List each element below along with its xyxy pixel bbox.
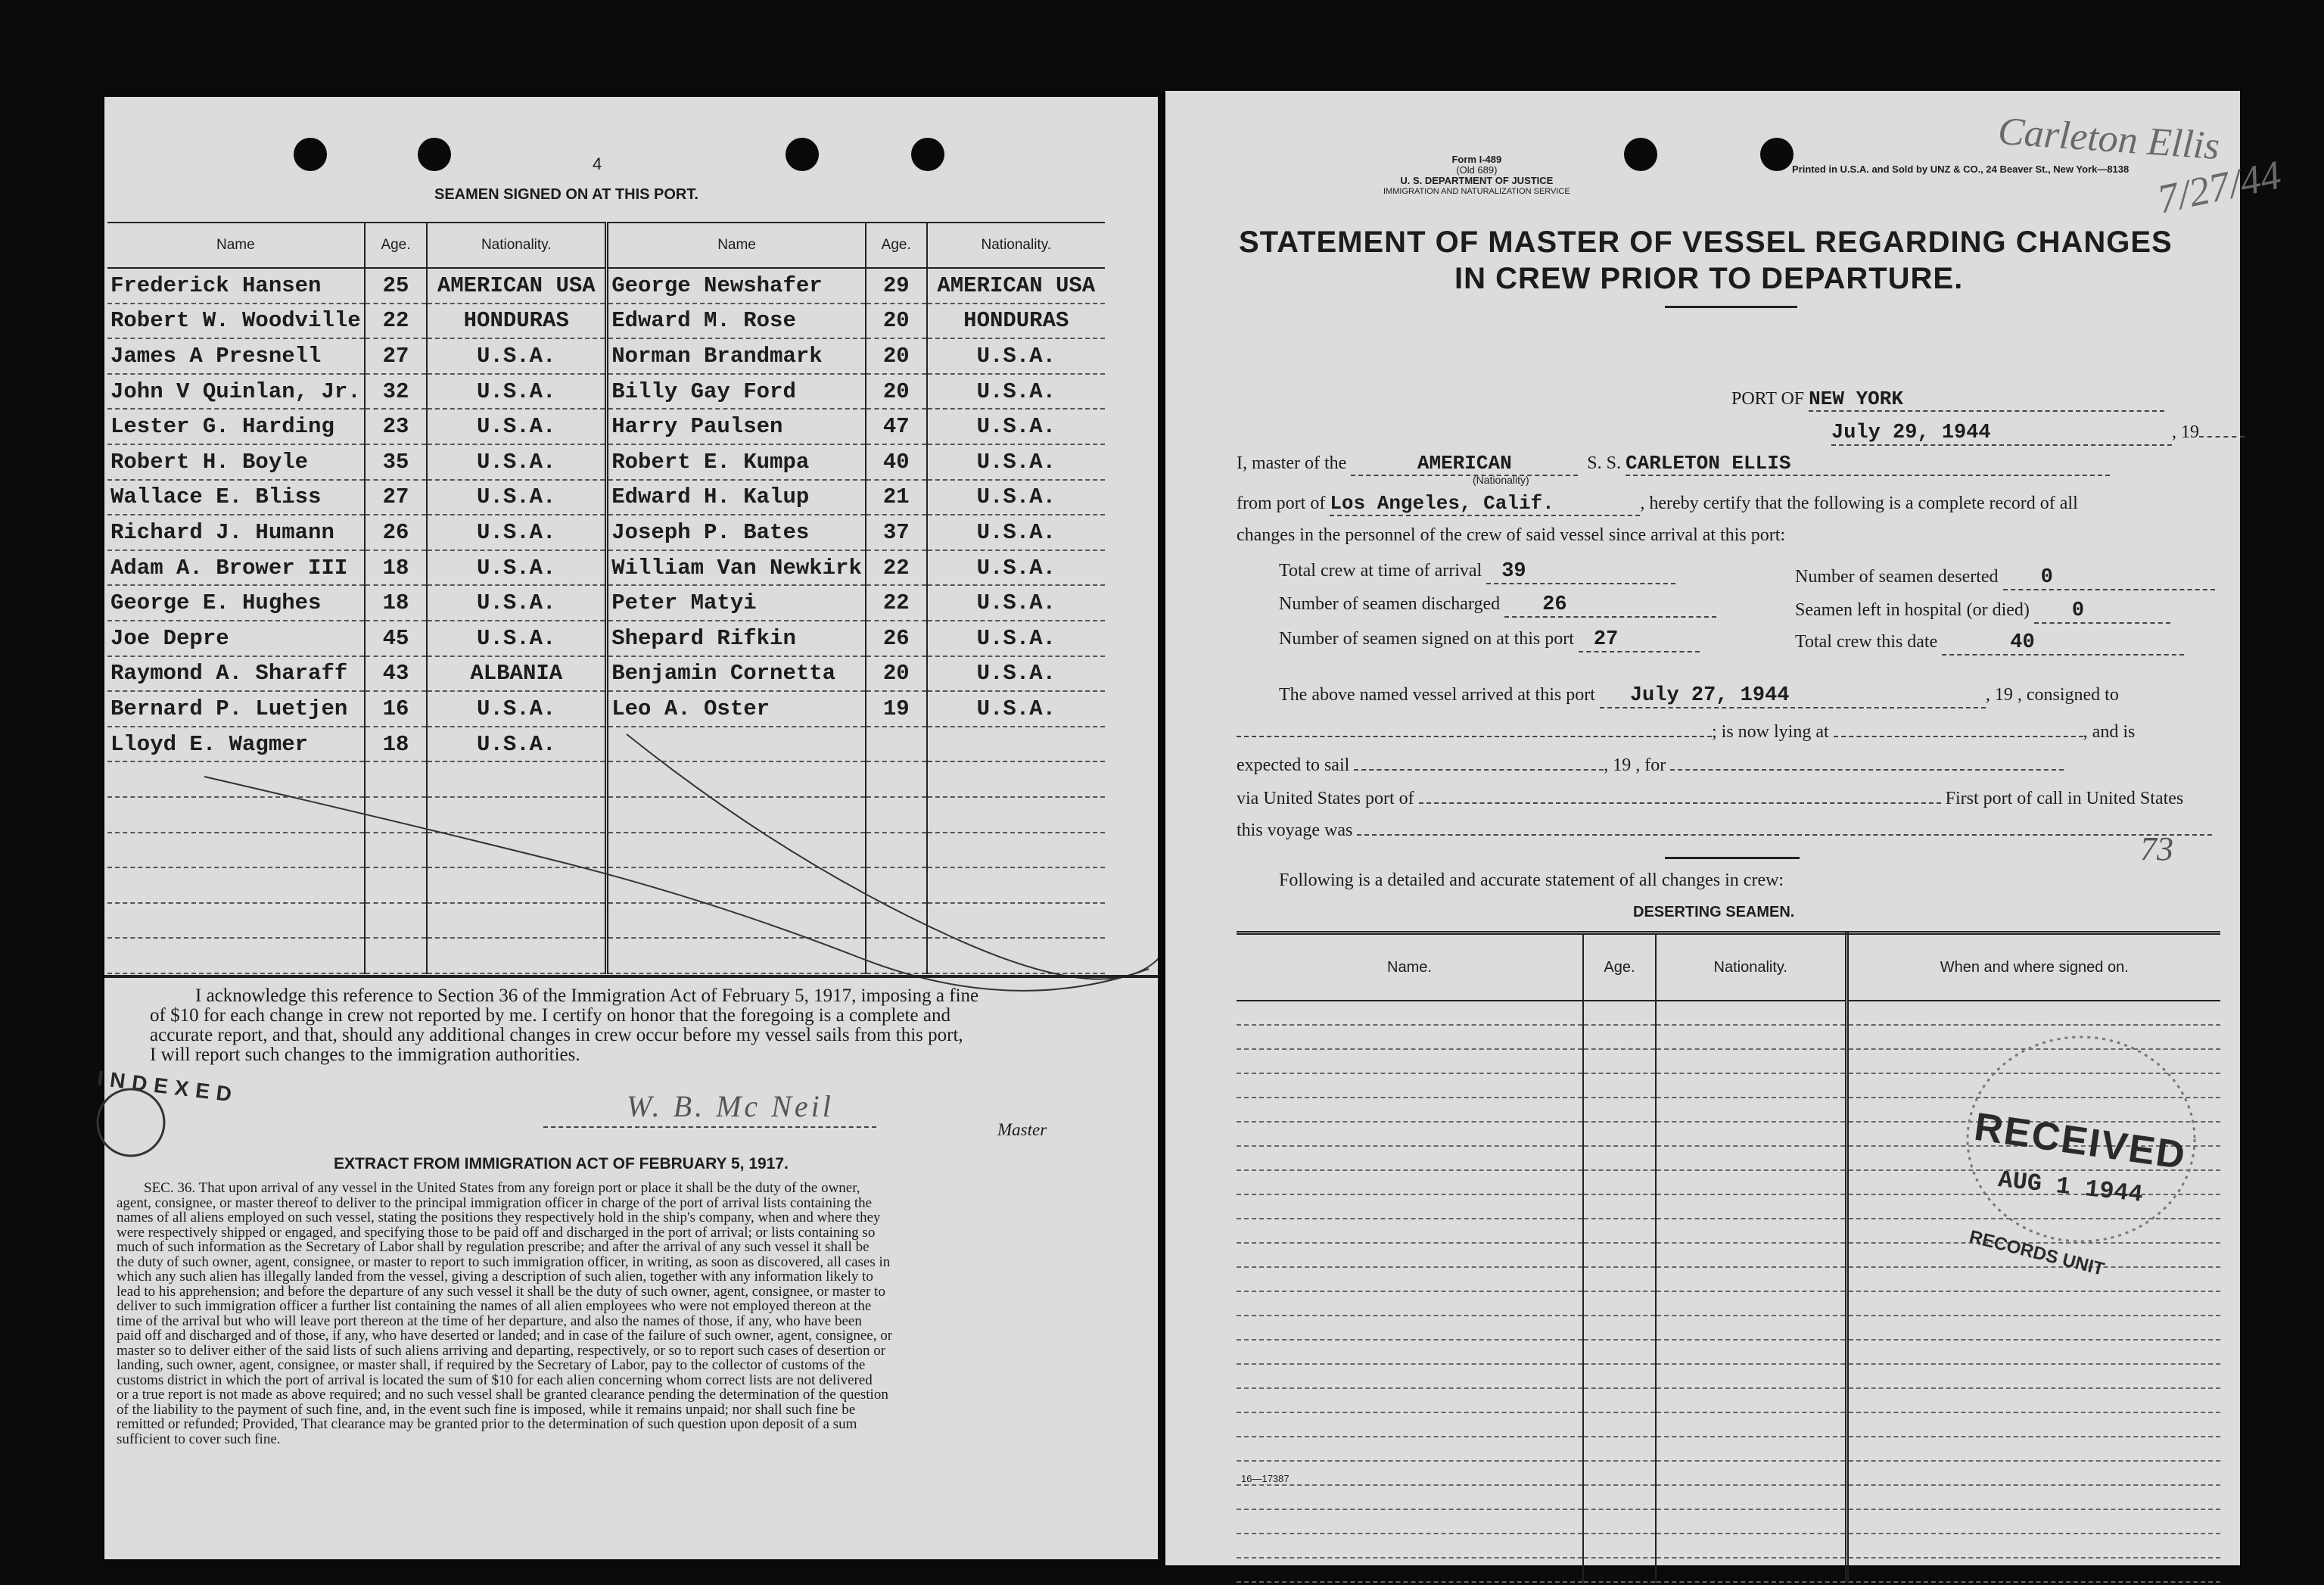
seaman-name-cell: Lester G. Harding [107, 409, 365, 444]
empty-cell [1583, 1267, 1656, 1291]
seaman-name-cell: Frederick Hansen [107, 268, 365, 304]
seaman-name-cell: Adam A. Brower III [107, 550, 365, 586]
seaman-nationality-cell: U.S.A. [927, 515, 1105, 550]
hospital-field: 0 [2034, 599, 2170, 624]
extract-line: names of all aliens employed on such vessel, stating the positions they respectively hold in the ship's company, when and where they [117, 1210, 881, 1225]
empty-cell [1583, 1122, 1656, 1146]
empty-cell [1583, 1243, 1656, 1267]
received-stamp: RECEIVED [1971, 1104, 2189, 1179]
seaman-nationality-cell: U.S.A. [927, 374, 1105, 409]
empty-cell [1237, 1098, 1583, 1122]
seaman-name-cell: George Newshafer [607, 268, 866, 304]
empty-cell [1237, 1364, 1583, 1388]
acknowledgement [150, 986, 978, 1065]
seaman-name-cell: Wallace E. Bliss [107, 480, 365, 515]
seaman-age-cell: 18 [365, 727, 428, 762]
extract-line: SEC. 36. That upon arrival of any vessel in the United States from any foreign port or place it shall be the duty of the owner, [144, 1180, 860, 1196]
discharged-row [1279, 593, 1716, 618]
discharged-field: 26 [1504, 593, 1716, 618]
empty-cell [1846, 1364, 2220, 1388]
empty-cell [1237, 1243, 1583, 1267]
form-header [1383, 154, 1570, 197]
seaman-name-cell: Raymond A. Sharaff [107, 656, 365, 692]
form-title-line-1: STATEMENT OF MASTER OF VESSEL REGARDING CHANGES [1239, 226, 2173, 259]
empty-cell [1583, 1340, 1656, 1364]
nationality-caption: (Nationality) [1473, 474, 1529, 486]
date-field: July 29, 1944 [1831, 422, 2172, 446]
seaman-age-cell: 35 [365, 444, 428, 480]
table-row [1237, 1534, 2220, 1558]
empty-cell [1237, 1412, 1583, 1437]
empty-cell [1583, 1194, 1656, 1219]
signed-on-row [1279, 628, 1700, 652]
empty-cell [1656, 1146, 1846, 1170]
extract-line: sufficient to cover such fine. [117, 1431, 281, 1447]
empty-cell [1237, 1146, 1583, 1170]
seaman-nationality-cell: U.S.A. [427, 409, 606, 444]
strike-line [627, 734, 1158, 979]
form-number: Form I-489 [1451, 154, 1502, 165]
department: U. S. DEPARTMENT OF JUSTICE [1400, 175, 1554, 186]
total-date-row [1795, 631, 2184, 655]
received-date: AUG 1 1944 [1996, 1166, 2145, 1209]
from-port-label: from port of [1237, 494, 1326, 513]
voyage-number: 73 [2140, 830, 2173, 867]
extract-line: of the liability to the payment of such fine, and, in the event such fine is imposed, while it remains unpaid; nor shall such fine be [117, 1401, 856, 1418]
master-signature: W. B. Mc Neil [627, 1089, 834, 1123]
empty-cell [1583, 1437, 1656, 1461]
empty-cell [1656, 1194, 1846, 1219]
header-name: Name [607, 223, 866, 268]
empty-cell [1583, 1073, 1656, 1098]
seaman-nationality-cell: U.S.A. [927, 621, 1105, 656]
expected-row [1237, 755, 2064, 776]
seaman-age-cell: 20 [866, 338, 927, 374]
empty-cell [1656, 1388, 1846, 1412]
via-row [1237, 789, 2183, 809]
empty-cell [1656, 1509, 1846, 1534]
seaman-name-cell: James A Presnell [107, 338, 365, 374]
deserted-row [1795, 566, 2215, 590]
table-row [1237, 1001, 2220, 1025]
empty-cell [1237, 1291, 1583, 1316]
header-nationality: Nationality. [427, 223, 606, 268]
empty-cell [1846, 1534, 2220, 1558]
empty-cell [1846, 1437, 2220, 1461]
extract-line: much of such information as the Secretary of Labor shall by regulation prescribe; and after the arrival of any such vessel it shall be [117, 1239, 870, 1255]
header-name: Name. [1237, 933, 1583, 1001]
seaman-nationality-cell: U.S.A. [927, 691, 1105, 727]
seaman-name-cell: Joseph P. Bates [607, 515, 866, 550]
empty-cell [1656, 1340, 1846, 1364]
deserted-label: Number of seamen deserted [1795, 567, 1999, 587]
empty-cell [1846, 1001, 2220, 1025]
empty-cell [1583, 1534, 1656, 1558]
empty-cell [1237, 1558, 1583, 1582]
extract-line: lead to his apprehension; and before the departure of any such vessel it shall be the duty of such owner, agent, consignee, or master to [117, 1283, 885, 1300]
changes-text: changes in the personnel of the crew of said vessel since arrival at this port: [1237, 525, 1786, 545]
header-age: Age. [365, 223, 428, 268]
seaman-age-cell: 27 [365, 480, 428, 515]
empty-cell [1583, 1146, 1656, 1170]
seaman-name-cell: Benjamin Cornetta [607, 656, 866, 692]
seaman-name-cell: Richard J. Humann [107, 515, 365, 550]
table-row [1237, 1461, 2220, 1485]
from-port-row [1237, 492, 2078, 516]
seaman-nationality-cell: U.S.A. [927, 480, 1105, 515]
seaman-nationality-cell: U.S.A. [927, 585, 1105, 621]
seaman-nationality-cell: U.S.A. [427, 374, 606, 409]
footer-code: 16—17387 [1241, 1473, 1290, 1484]
empty-cell [1656, 1316, 1846, 1340]
following-text: Following is a detailed and accurate statement of all changes in crew: [1279, 870, 1784, 890]
seaman-age-cell: 22 [866, 585, 927, 621]
discharged-label: Number of seamen discharged [1279, 594, 1501, 614]
seaman-age-cell: 20 [866, 656, 927, 692]
seaman-age-cell: 26 [365, 515, 428, 550]
empty-cell [1656, 1001, 1846, 1025]
header-when-where: When and where signed on. [1846, 933, 2220, 1001]
handwritten-vessel-name: Carleton Ellis [1996, 109, 2221, 169]
vessel-name-field: CARLETON ELLIS [1626, 452, 2110, 476]
total-arrival-field: 39 [1486, 560, 1675, 584]
empty-cell [1656, 1485, 1846, 1509]
empty-cell [1237, 1388, 1583, 1412]
service: IMMIGRATION AND NATURALIZATION SERVICE [1383, 187, 1570, 196]
extract-line: agent, consignee, or master thereof to deliver to the principal immigration officer in charge of the port of arrival lists containing the [117, 1194, 873, 1211]
seaman-nationality-cell: U.S.A. [427, 585, 606, 621]
header-age: Age. [1583, 933, 1656, 1001]
signed-on-label: Number of seamen signed on at this port [1279, 629, 1574, 649]
empty-cell [1583, 1461, 1656, 1485]
seaman-age-cell: 21 [866, 480, 927, 515]
seaman-name-cell: Robert E. Kumpa [607, 444, 866, 480]
empty-cell [1237, 1340, 1583, 1364]
table-row [1237, 1388, 2220, 1412]
empty-cell [1237, 1001, 1583, 1025]
seaman-age-cell: 23 [365, 409, 428, 444]
total-arrival-row [1279, 560, 1675, 584]
ack-line: I acknowledge this reference to Section 36 of the Immigration Act of February 5, 1917, imposing a fine [195, 986, 979, 1006]
empty-cell [1583, 1098, 1656, 1122]
indexed-stamp: INDEXED [95, 1066, 240, 1107]
seaman-name-cell: John V Quinlan, Jr. [107, 374, 365, 409]
seaman-nationality-cell: U.S.A. [427, 480, 606, 515]
empty-cell [1846, 1316, 2220, 1340]
empty-cell [1846, 1388, 2220, 1412]
empty-cell [1656, 1025, 1846, 1049]
seaman-nationality-cell: AMERICAN USA [927, 268, 1105, 304]
seaman-age-cell: 40 [866, 444, 927, 480]
master-label: Master [997, 1120, 1047, 1139]
first-port-label: First port of call in United States [1945, 789, 2184, 808]
empty-cell [1656, 1461, 1846, 1485]
signature-line [543, 1126, 876, 1128]
empty-cell [1237, 1025, 1583, 1049]
total-date-field: 40 [1942, 631, 2184, 655]
empty-cell [1656, 1364, 1846, 1388]
seaman-age-cell: 26 [866, 621, 927, 656]
empty-cell [1656, 1437, 1846, 1461]
header-nationality: Nationality. [927, 223, 1105, 268]
empty-cell [1846, 1509, 2220, 1534]
header-nationality: Nationality. [1656, 933, 1846, 1001]
deserted-field: 0 [2003, 566, 2215, 590]
total-arrival-label: Total crew at time of arrival [1279, 561, 1482, 581]
seaman-nationality-cell: HONDURAS [427, 304, 606, 339]
extract-line: paid off and discharged and of those, if any, who have deserted or landed; and in case of the failure of such owner, agent, consignee, or [117, 1328, 893, 1344]
empty-cell [1237, 1485, 1583, 1509]
table-row [1237, 1364, 2220, 1388]
empty-cell [1656, 1049, 1846, 1073]
printer-line: Printed in U.S.A. and Sold by UNZ & CO., 24 Beaver St., New York—8138 [1792, 163, 2130, 175]
via-label: via United States port of [1237, 789, 1414, 808]
seaman-nationality-cell: U.S.A. [427, 621, 606, 656]
ack-line: of $10 for each change in crew not reported by me. I certify on honor that the foregoing is a complete and [150, 1005, 950, 1026]
empty-cell [1656, 1073, 1846, 1098]
extract-title: EXTRACT FROM IMMIGRATION ACT OF FEBRUARY 5, 1917. [334, 1155, 789, 1172]
empty-cell [1846, 1558, 2220, 1582]
date-row [1831, 422, 2245, 446]
table-row [1237, 1558, 2220, 1582]
total-date-label: Total crew this date [1795, 632, 1938, 652]
seaman-name-cell: Lloyd E. Wagmer [107, 727, 365, 762]
consigned-text: , 19 , consigned to [1985, 685, 2119, 705]
table-row [1237, 1485, 2220, 1509]
lying-row [1237, 722, 2135, 743]
master-of-row [1237, 452, 2110, 476]
seaman-nationality-cell: U.S.A. [927, 409, 1105, 444]
seaman-age-cell: 45 [365, 621, 428, 656]
empty-cell [1583, 1509, 1656, 1534]
empty-cell [1656, 1170, 1846, 1194]
table-row [1237, 1437, 2220, 1461]
port-field: NEW YORK [1809, 388, 2164, 412]
empty-cell [1846, 1412, 2220, 1437]
empty-cell [1237, 1437, 1583, 1461]
extract-line: were respectively shipped or engaged, and specifying those to be paid off and discharged in the port of arrival; or lists containing so [117, 1224, 876, 1241]
ack-line: accurate report, and that, should any additional changes in crew occur before my vessel sails from this port, [150, 1025, 963, 1045]
empty-cell [1583, 1049, 1656, 1073]
seaman-age-cell: 25 [365, 268, 428, 304]
empty-cell [1237, 1049, 1583, 1073]
seaman-age-cell: 47 [866, 409, 927, 444]
table-header-row [1237, 933, 2220, 1001]
empty-cell [1846, 1461, 2220, 1485]
seaman-nationality-cell: HONDURAS [927, 304, 1105, 339]
signed-on-field: 27 [1579, 628, 1700, 652]
and-is-text: , and is [2083, 722, 2136, 742]
empty-cell [1656, 1219, 1846, 1243]
header-age: Age. [866, 223, 927, 268]
empty-cell [1583, 1364, 1656, 1388]
certify-text: , hereby certify that the following is a complete record of all [1640, 494, 2078, 513]
handwritten-date: 7/27/44 [2153, 151, 2285, 223]
seaman-name-cell: Harry Paulsen [607, 409, 866, 444]
empty-cell [1846, 1485, 2220, 1509]
empty-cell [1237, 1194, 1583, 1219]
seaman-age-cell: 22 [365, 304, 428, 339]
empty-cell [1656, 1291, 1846, 1316]
form-old-number: (Old 689) [1456, 164, 1498, 176]
seaman-nationality-cell: U.S.A. [927, 656, 1105, 692]
left-page [95, 97, 1158, 1559]
seaman-age-cell: 20 [866, 304, 927, 339]
seaman-name-cell: Billy Gay Ford [607, 374, 866, 409]
empty-cell [1656, 1098, 1846, 1122]
port-row [1731, 388, 2164, 412]
extract-line: the duty of such owner, agent, consignee, or master to report to such immigration officer, in writing, as soon as discovered, all cases in [117, 1253, 891, 1270]
ss-label: S. S. [1587, 453, 1621, 473]
seaman-age-cell: 18 [365, 585, 428, 621]
page-number: 4 [593, 154, 602, 173]
seaman-nationality-cell: U.S.A. [427, 444, 606, 480]
extract-text [117, 1181, 892, 1446]
master-of-label: I, master of the [1237, 453, 1347, 473]
seaman-name-cell: Norman Brandmark [607, 338, 866, 374]
hospital-label: Seamen left in hospital (or died) [1795, 600, 2030, 620]
section-title: SEAMEN SIGNED ON AT THIS PORT. [434, 186, 698, 203]
extract-line: time of the arrival but who will leave port thereon at the time of her departure, and also the names of those, if any, who have been [117, 1313, 862, 1329]
seaman-nationality-cell: U.S.A. [927, 550, 1105, 586]
arrived-field: July 27, 1944 [1600, 684, 1986, 708]
table-row [1237, 1291, 2220, 1316]
seaman-name-cell: William Van Newkirk [607, 550, 866, 586]
empty-cell [1237, 1219, 1583, 1243]
table-row [1237, 1509, 2220, 1534]
lying-text: ; is now lying at [1712, 722, 1829, 742]
strike-line [204, 777, 1149, 991]
divider-rule [1665, 857, 1800, 859]
extract-line: remitted or refunded; Provided, That clearance may be granted prior to the determination of such question upon deposit of a sum [117, 1416, 857, 1432]
punch-hole [1624, 138, 1657, 171]
table-row [1237, 1340, 2220, 1364]
empty-cell [1237, 1534, 1583, 1558]
seaman-nationality-cell: U.S.A. [427, 515, 606, 550]
empty-cell [1846, 1340, 2220, 1364]
empty-cell [1583, 1025, 1656, 1049]
nationality-field: AMERICAN [1351, 452, 1578, 476]
punch-hole [1760, 138, 1794, 171]
empty-cell [1583, 1316, 1656, 1340]
seaman-name-cell: Shepard Rifkin [607, 621, 866, 656]
empty-cell [1237, 1073, 1583, 1098]
records-unit-stamp: RECORDS UNIT [1967, 1226, 2107, 1280]
empty-cell [1656, 1267, 1846, 1291]
indexed-circle [89, 1081, 173, 1164]
extract-line: master so to deliver either of the said lists of such aliens arriving and departing, respectively, or so to report such cases of desertion or [117, 1342, 886, 1359]
seaman-nationality-cell: U.S.A. [427, 338, 606, 374]
seaman-age-cell: 43 [365, 656, 428, 692]
seaman-age-cell: 27 [365, 338, 428, 374]
seaman-nationality-cell: AMERICAN USA [427, 268, 606, 304]
for-text: , 19 , for [1604, 755, 1666, 775]
seaman-age-cell: 37 [866, 515, 927, 550]
empty-cell [1583, 1001, 1656, 1025]
extract-line: deliver to such immigration officer a further list containing the names of all alien employees who were not employed thereon at the [117, 1298, 872, 1314]
seaman-name-cell: George E. Hughes [107, 585, 365, 621]
voyage-row [1237, 821, 2212, 841]
empty-cell [1846, 1291, 2220, 1316]
seaman-age-cell: 18 [365, 550, 428, 586]
seaman-nationality-cell: U.S.A. [927, 444, 1105, 480]
seaman-name-cell: Leo A. Oster [607, 691, 866, 727]
seaman-nationality-cell: U.S.A. [427, 727, 606, 762]
seaman-name-cell: Edward H. Kalup [607, 480, 866, 515]
empty-cell [1583, 1388, 1656, 1412]
seaman-age-cell: 29 [866, 268, 927, 304]
seaman-age-cell: 20 [866, 374, 927, 409]
hospital-row [1795, 599, 2170, 624]
seaman-name-cell: Edward M. Rose [607, 304, 866, 339]
arrived-label: The above named vessel arrived at this port [1279, 685, 1595, 705]
ack-line: I will report such changes to the immigration authorities. [150, 1045, 580, 1065]
empty-cell [1237, 1316, 1583, 1340]
seaman-nationality-cell: U.S.A. [927, 338, 1105, 374]
year-prefix: , 19 [2172, 422, 2199, 442]
empty-cell [1656, 1558, 1846, 1582]
seaman-nationality-cell: U.S.A. [427, 691, 606, 727]
form-title-line-2: IN CREW PRIOR TO DEPARTURE. [1454, 262, 1964, 295]
right-page [1165, 91, 2285, 1565]
table-row [1237, 1316, 2220, 1340]
header-name: Name [107, 223, 365, 268]
expected-label: expected to sail [1237, 755, 1350, 775]
empty-cell [1237, 1267, 1583, 1291]
empty-cell [1583, 1485, 1656, 1509]
port-label: PORT OF [1731, 389, 1805, 409]
extract-line: which any such alien has illegally landed from the vessel, giving a description of such alien, together with any information likely to [117, 1269, 873, 1285]
empty-cell [1237, 1509, 1583, 1534]
seaman-nationality-cell: ALBANIA [427, 656, 606, 692]
seaman-age-cell: 32 [365, 374, 428, 409]
empty-cell [1583, 1412, 1656, 1437]
seaman-name-cell: Robert W. Woodville [107, 304, 365, 339]
seaman-name-cell: Bernard P. Luetjen [107, 691, 365, 727]
empty-cell [1656, 1412, 1846, 1437]
empty-cell [1583, 1170, 1656, 1194]
seaman-age-cell: 22 [866, 550, 927, 586]
empty-cell [1237, 1122, 1583, 1146]
seaman-age-cell: 16 [365, 691, 428, 727]
seaman-age-cell: 19 [866, 691, 927, 727]
empty-cell [1656, 1243, 1846, 1267]
seaman-nationality-cell: U.S.A. [427, 550, 606, 586]
title-underline [1665, 306, 1797, 308]
table-row [1237, 1412, 2220, 1437]
seaman-name-cell: Peter Matyi [607, 585, 866, 621]
empty-cell [1583, 1558, 1656, 1582]
arrived-row [1279, 684, 2119, 708]
extract-line: or a true report is not made as above required; and no such vessel shall be granted clearance pending the determination of the question [117, 1387, 888, 1403]
empty-cell [1846, 1267, 2220, 1291]
seaman-name-cell: Robert H. Boyle [107, 444, 365, 480]
from-port-field: Los Angeles, Calif. [1330, 492, 1640, 516]
empty-cell [1583, 1291, 1656, 1316]
seaman-name-cell: Joe Depre [107, 621, 365, 656]
voyage-label: this voyage was [1237, 821, 1353, 840]
deserting-title: DESERTING SEAMEN. [1633, 904, 1795, 920]
empty-cell [1656, 1122, 1846, 1146]
extract-line: customs district in which the port of arrival is located the sum of $10 for each alien concerning whom correct lists are not delivered [117, 1372, 873, 1388]
empty-cell [1237, 1170, 1583, 1194]
empty-cell [1656, 1534, 1846, 1558]
extract-line: landing, such owner, agent, consignee, or master shall, if required by the Secretary of Labor, pay to the collector of customs of the [117, 1357, 866, 1373]
empty-cell [1583, 1219, 1656, 1243]
